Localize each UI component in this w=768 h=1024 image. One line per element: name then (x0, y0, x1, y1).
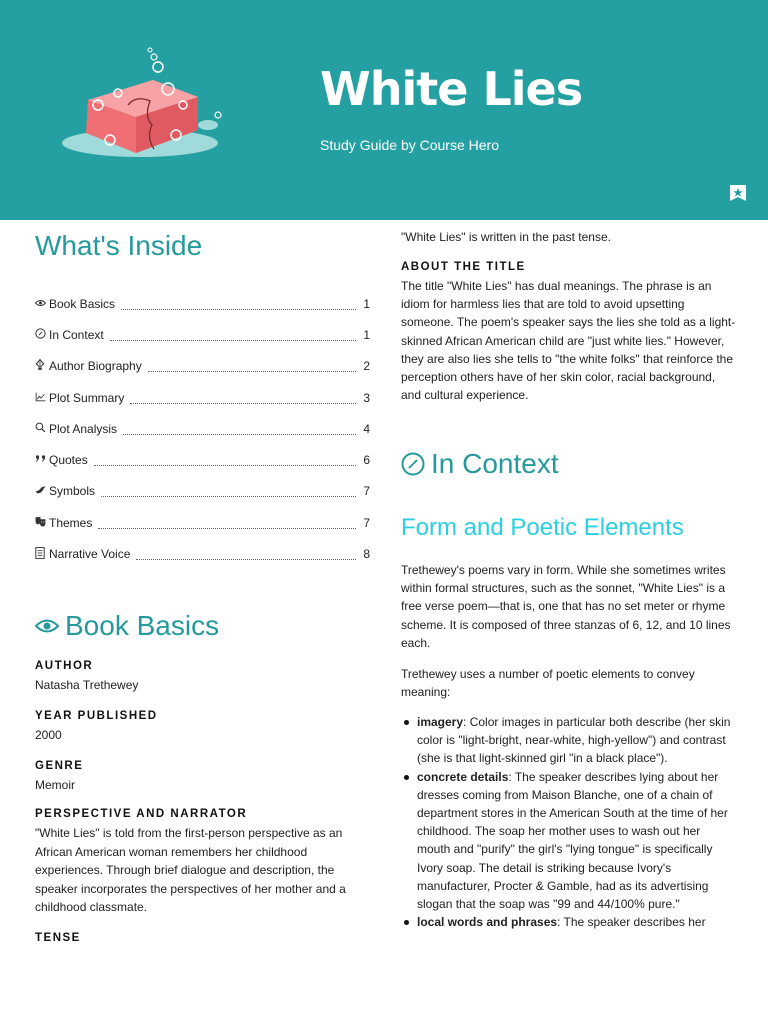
in-context-heading: In Context (401, 448, 559, 480)
toc-item-quotes[interactable]: Quotes 6 (35, 452, 370, 468)
eye-icon (35, 618, 59, 634)
book-basics-heading: Book Basics (35, 610, 219, 642)
about-title-text: The title "White Lies" has dual meanings. The phrase is an idiom for harmless lies that are told to avoid upsetting someone. The poem's speaker says the lies she told as a light-skinned African American child are "just white lies." However, they are also lies she tells to "the white folks" that reinforce the perception others have of her skin color, racial background, and cultural experience. (401, 279, 736, 403)
bird-icon (35, 485, 49, 498)
tense-text: "White Lies" is written in the past tense. (401, 230, 611, 244)
compass-icon (401, 452, 425, 476)
list-item (401, 768, 736, 914)
genre-value: Memoir (35, 778, 76, 792)
page-title: White Lies (320, 62, 583, 116)
theater-masks-icon (35, 516, 49, 530)
compass-icon (35, 328, 49, 342)
genre-label: GENRE (35, 760, 84, 772)
about-title-label: ABOUT THE TITLE (401, 261, 526, 273)
toc-item-author-biography[interactable]: Author Biography 2 (35, 358, 370, 374)
bullet-text: : The speaker describes lying about her dresses coming from Maison Blanche, one of a chain of department stores in the American South at the time of her childhood. The soap her mother uses to wash out her mouth and "purify" the girl's "lying tongue" is specifically Ivory soap. The detail is striking because Ivory's manufacturer, Procter & Gamble, had as its advertising slogan that the soap was "99 and 44/100% pure." (417, 769, 728, 912)
bullet-text: : Color images in particular both describe (her skin color is "light-bright, near-white, high-yellow") and contrast (she is that light-skinned girl "in a black place"). (417, 715, 731, 766)
toc-item-symbols[interactable]: Symbols 7 (35, 483, 370, 499)
bullet-text: : The speaker describes her (557, 915, 706, 930)
list-item (401, 913, 736, 931)
perspective-label: PERSPECTIVE AND NARRATOR (35, 808, 248, 820)
toc-item-plot-analysis[interactable]: Plot Analysis 4 (35, 421, 370, 437)
bullet-term: imagery (417, 715, 464, 729)
header-banner (0, 0, 768, 220)
author-value: Natasha Trethewey (35, 678, 139, 692)
year-published-label: YEAR PUBLISHED (35, 710, 158, 722)
quote-icon (35, 454, 49, 466)
author-label: AUTHOR (35, 660, 94, 672)
toc-item-narrative-voice[interactable]: Narrative Voice 8 (35, 546, 370, 562)
bullet-term: local words and phrases (417, 915, 558, 930)
page-subtitle: Study Guide by Course Hero (320, 137, 499, 153)
toc-item-plot-summary[interactable]: Plot Summary 3 (35, 390, 370, 406)
toc-item-themes[interactable]: Themes 7 (35, 515, 370, 531)
year-published-value: 2000 (35, 728, 62, 742)
toc-item-book-basics[interactable]: Book Basics 1 (35, 296, 370, 312)
chart-line-icon (35, 392, 49, 405)
perspective-value: "White Lies" is told from the first-person perspective as an African American woman remembers her childhood experiences. Through brief dialogue and description, the speaker incorporates the perspectives of her mother and a childhood classmate. (35, 826, 346, 914)
bullet-term: concrete details (417, 769, 509, 784)
book-star-icon (728, 183, 748, 203)
list-item (401, 713, 736, 768)
toc-heading: What's Inside (35, 230, 203, 261)
toc-item-in-context[interactable]: In Context 1 (35, 327, 370, 343)
form-paragraph-2: Trethewey uses a number of poetic elements to convey meaning: (401, 667, 695, 700)
eye-icon (35, 298, 49, 310)
tense-label: TENSE (35, 932, 81, 944)
form-poetic-elements-heading: Form and Poetic Elements (401, 514, 684, 541)
magnifier-icon (35, 422, 49, 436)
document-icon (35, 547, 49, 562)
poetic-elements-list (401, 713, 736, 931)
soap-bar-illustration (58, 45, 238, 175)
form-paragraph-1: Trethewey's poems vary in form. While she sometimes writes within formal structures, such as the sonnet, "White Lies" is a free verse poem—that is, one that has no set meter or rhyme scheme. It is composed of three stanzas of 6, 12, and 10 lines each. (401, 563, 731, 650)
author-pen-icon (35, 359, 49, 374)
